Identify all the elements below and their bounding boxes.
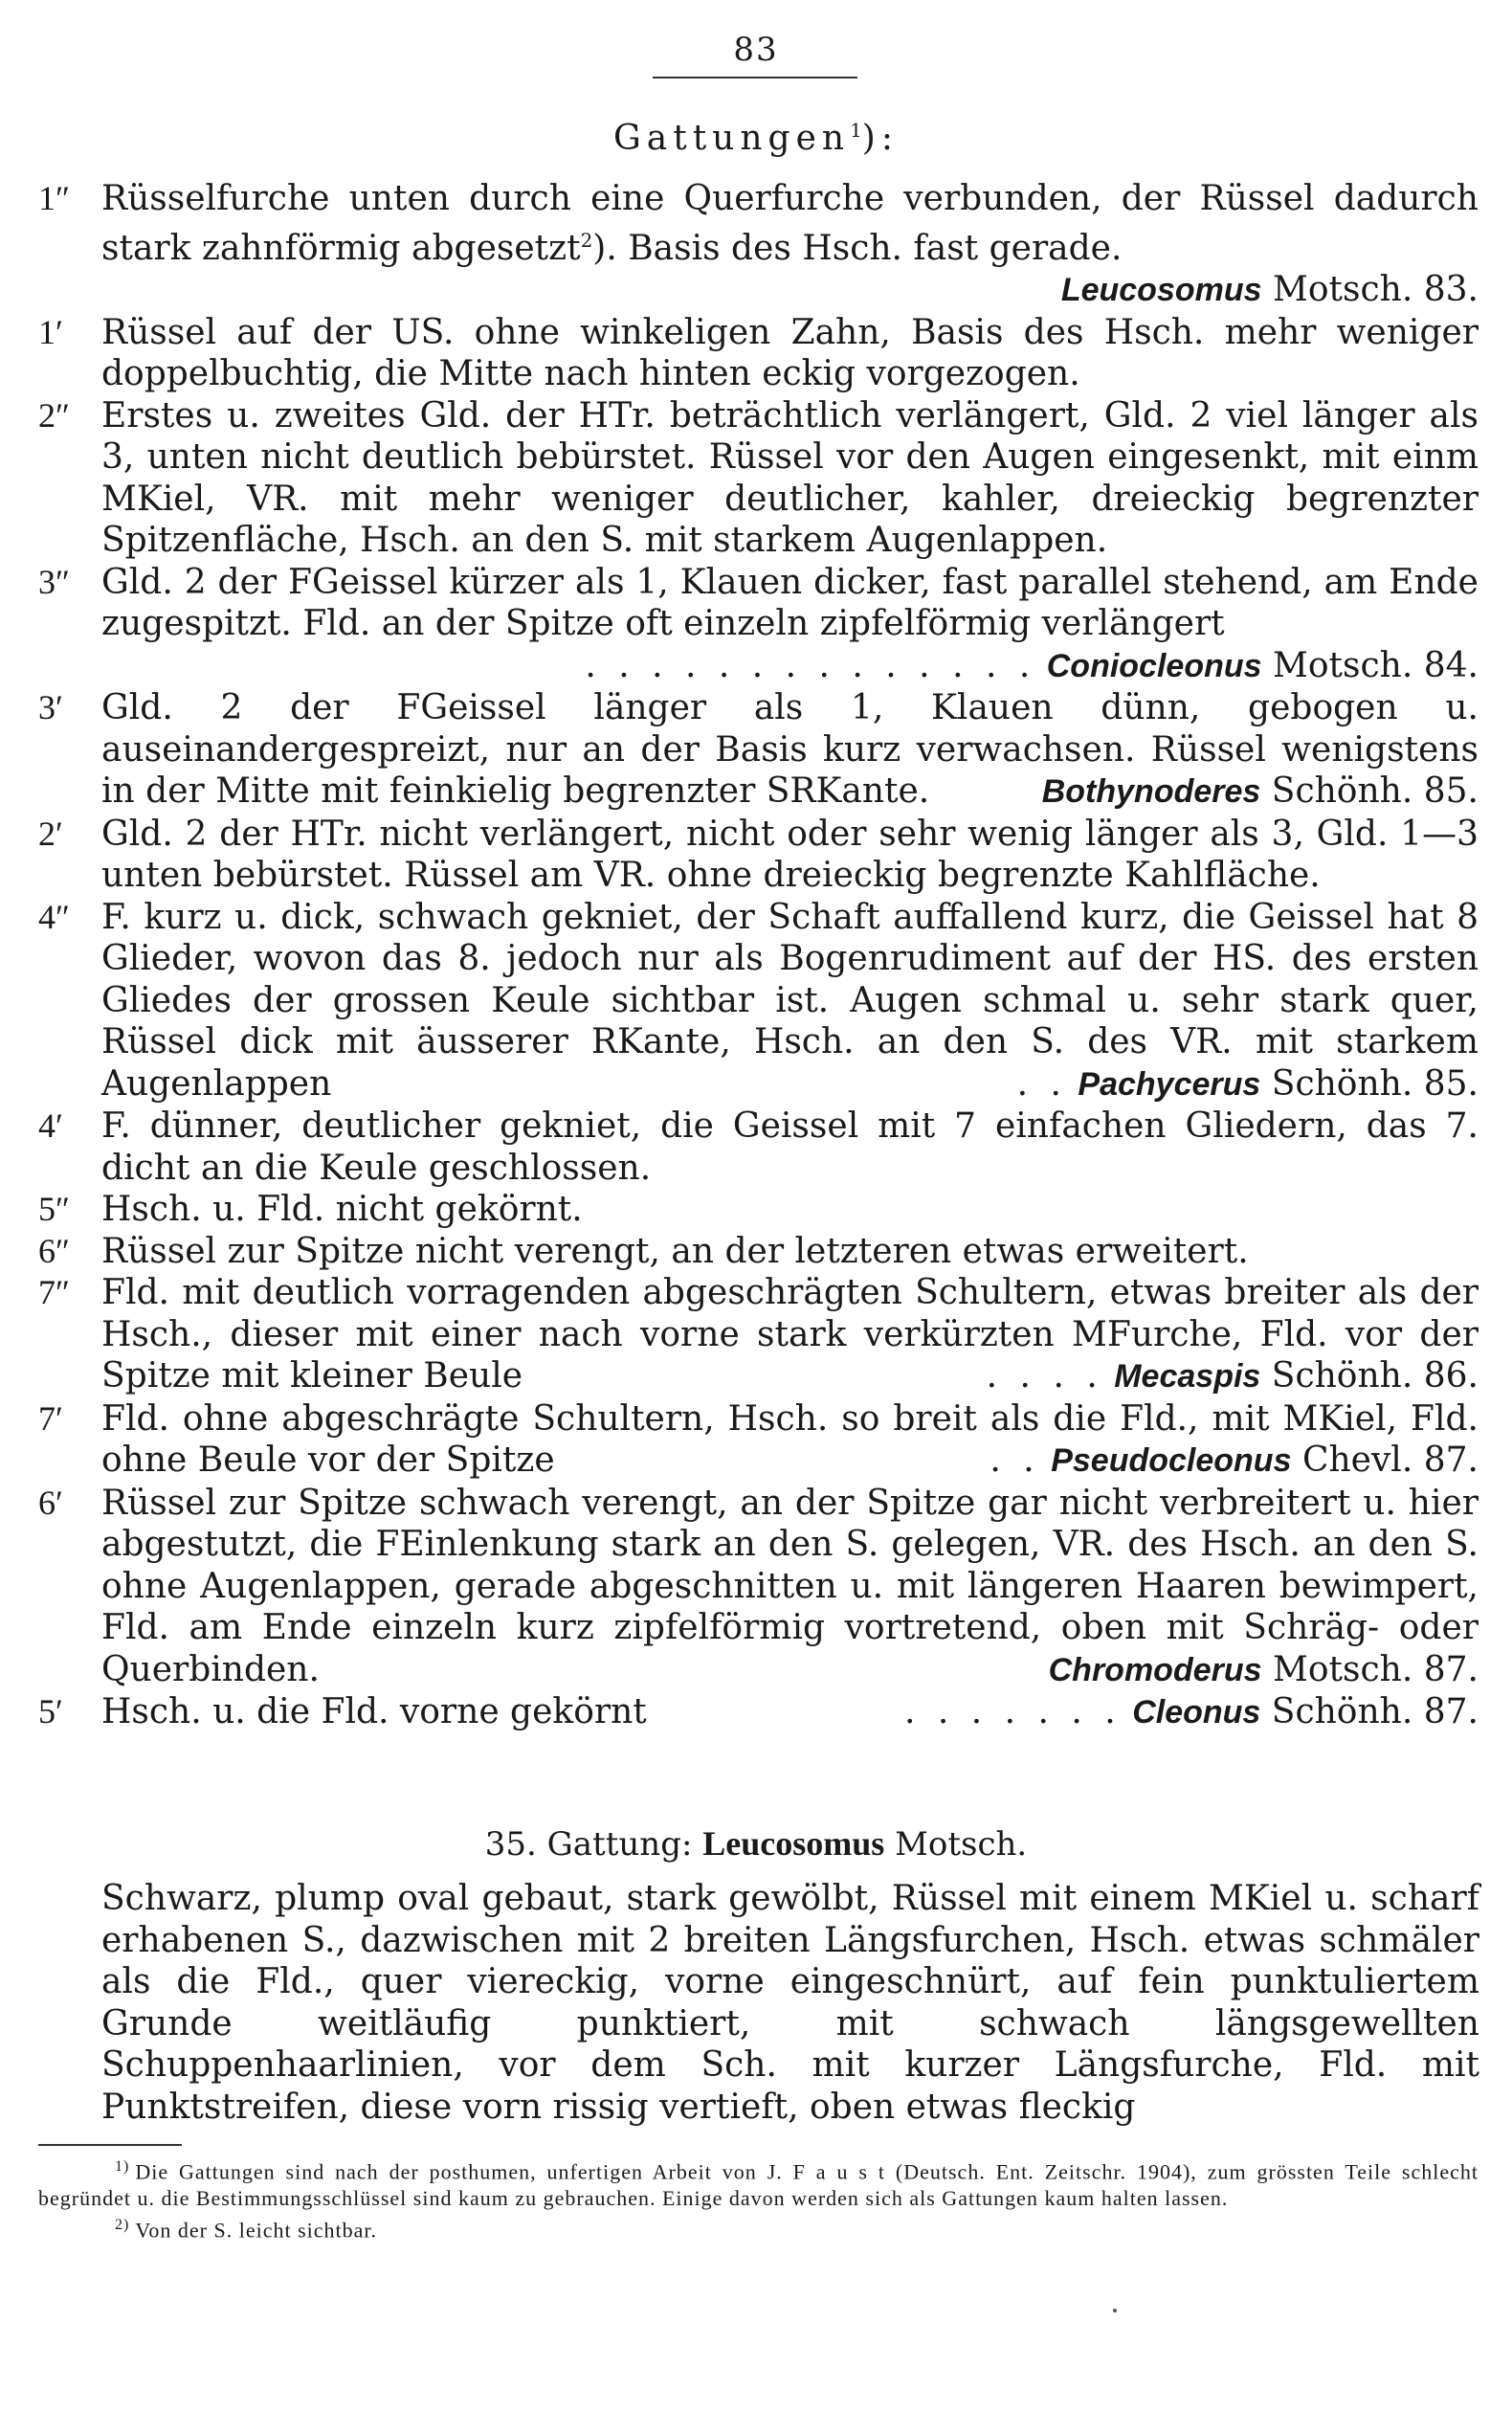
- key-heading: [0, 119, 1512, 158]
- footnote: [38, 2212, 1479, 2244]
- key-entry: [38, 312, 1479, 395]
- key-entry-marker: 3′: [38, 688, 63, 726]
- key-entry-body: [101, 1272, 1479, 1397]
- leader-dots: . .: [1016, 1063, 1067, 1104]
- key-entry-marker: 4′: [38, 1106, 63, 1145]
- key-entry-text: F. dünner, deutlicher gekniet, die Geissel mit 7 einfachen Gliedern, das 7. dicht an die Keule geschlossen.: [101, 1106, 1479, 1188]
- leader-dots: . . . .: [986, 1356, 1103, 1396]
- key-entry-marker: 1′: [38, 312, 63, 351]
- genus-author: Schönh.: [1271, 771, 1413, 811]
- genus-page-ref: 85.: [1423, 1063, 1479, 1104]
- key-entry-body: [101, 1231, 1479, 1273]
- genus-author: Schönh.: [1271, 1356, 1413, 1396]
- key-entry-marker: 5″: [38, 1190, 70, 1228]
- key-entry-text: Rüssel zur Spitze nicht verengt, an der letzteren etwas erweitert.: [101, 1231, 1249, 1271]
- key-entry-body: [101, 1691, 1479, 1733]
- footnote-text: Von der S. leicht sichtbar.: [135, 2218, 377, 2243]
- key-entry-marker: 7′: [38, 1398, 63, 1438]
- genus-author: Chevl.: [1301, 1440, 1413, 1480]
- genus-name: Pseudocleonus: [1051, 1442, 1292, 1479]
- key-entry: [38, 1231, 1479, 1273]
- genus-reference: [1017, 1063, 1479, 1106]
- key-entry-text: Gld. 2 der FGeissel kürzer als 1, Klauen dicker, fast parallel stehend, am Ende zugespitzt. Fld. an der Spitze oft einzeln zipfelförmig verlängert: [101, 562, 1479, 643]
- key-entry-body: [101, 1105, 1479, 1189]
- key-entry-body: [101, 687, 1479, 813]
- genus-name: Coniocleonus: [1046, 647, 1262, 684]
- footnote-mark: 2): [115, 2217, 130, 2234]
- key-entry-body: [101, 562, 1479, 685]
- footnote-rule: [38, 2144, 182, 2146]
- key-entry-marker: 7″: [38, 1273, 70, 1311]
- key-entry-body: [101, 1483, 1479, 1691]
- key-entry-text: Hsch. u. die Fld. vorne gekörnt: [101, 1692, 647, 1731]
- key-entry: [38, 897, 1479, 1106]
- key-entry: [38, 1272, 1479, 1398]
- key-entry-text: Gld. 2 der HTr. nicht verlängert, nicht oder sehr wenig länger als 3, Gld. 1—3 unten bebürstet. Rüssel am VR. ohne dreieckig begrenzte Kahlfläche.: [101, 814, 1479, 895]
- genus-page-ref: 87.: [1423, 1649, 1479, 1689]
- header-rule: [653, 77, 857, 78]
- genus-section-label: Gattung:: [546, 1825, 693, 1864]
- genus-page-ref: 85.: [1423, 771, 1479, 811]
- key-entry-text: Fld. mit deutlich vorragenden abgeschrägten Schultern, etwas breiter als der Hsch., dieser mit einer nach vorne stark verkürzten MFurche, Fld. vor der Spitze mit kleiner Beule: [101, 1273, 1479, 1396]
- genus-page-ref: 86.: [1423, 1356, 1479, 1396]
- key-entry-text: Erstes u. zweites Gld. der HTr. beträchtlich verlängert, Gld. 2 viel länger als 3, unten nicht deutlich bebürstet. Rüssel vor den Augen eingesenkt, mit einm MKiel, VR. mit mehr weniger deutlicher, kahler, dreieckig begrenzter Spitzenfläche, Hsch. an den S. mit starkem Augenlappen.: [101, 395, 1479, 560]
- genus-section-name: Leucosomus: [702, 1824, 885, 1863]
- genus-page-ref: 87.: [1423, 1440, 1479, 1480]
- key-entry-body: [101, 1398, 1479, 1482]
- key-entry: [38, 814, 1479, 897]
- key-entry: [38, 687, 1479, 814]
- genus-reference: [904, 1691, 1479, 1734]
- key-entry-text: Gld. 2 der FGeissel länger als 1, Klauen dünn, gebogen u. auseinandergespreizt, nur an der Basis kurz verwachsen. Rüssel wenigstens in der Mitte mit feinkielig begrenzter SRKante.: [101, 688, 1479, 811]
- genus-name: Leucosomus: [1060, 272, 1262, 308]
- footnotes: [38, 2154, 1479, 2244]
- genus-name: Mecaspis: [1114, 1358, 1261, 1395]
- genus-name: Cleonus: [1132, 1694, 1261, 1731]
- key-entry-text: F. kurz u. dick, schwach gekniet, der Schaft auffallend kurz, die Geissel hat 8 Glieder, wovon das 8. jedoch nur als Bogenrudiment auf der HS. des ersten Gliedes der grossen Keule sichtbar ist. Augen schmal u. sehr stark quer, Rüssel dick mit äusserer RKante, Hsch. an den S. des VR. mit starkem Augenlappen: [101, 897, 1479, 1104]
- key-entry-text-after: ). Basis des Hsch. fast gerade.: [592, 228, 1123, 268]
- genus-page-ref: 84.: [1423, 645, 1479, 685]
- key-entry: [38, 1398, 1479, 1483]
- key-entry-text: Hsch. u. Fld. nicht gekörnt.: [101, 1190, 583, 1229]
- key-entry: [38, 1105, 1479, 1189]
- key-entry: [38, 395, 1479, 562]
- key-entry-text: Fld. ohne abgeschrägte Schultern, Hsch. so breit als die Fld., mit MKiel, Fld. ohne Beule vor der Spitze: [101, 1398, 1479, 1480]
- key-entry-text: Rüssel auf der US. ohne winkeligen Zahn, Basis des Hsch. mehr weniger doppelbuchtig, die Mitte nach hinten eckig vorgezogen.: [101, 312, 1479, 393]
- key-entry-body: [101, 312, 1479, 395]
- genus-reference: [585, 645, 1479, 688]
- key-entry-marker: 1″: [38, 179, 70, 217]
- key-entry-marker: 3″: [38, 562, 70, 601]
- key-entry-body: [101, 178, 1479, 309]
- genus-section-heading: [0, 1823, 1512, 1864]
- genus-name: Chromoderus: [1048, 1651, 1262, 1688]
- heading-footnote-ref: 1: [850, 119, 862, 142]
- leader-dots: . .: [989, 1440, 1040, 1480]
- page-number: 83: [733, 31, 779, 69]
- footnote-text: Die Gattungen sind nach der posthumen, unfertigen Arbeit von J. F a u s t (Deutsch. Ent. Zeitschr. 1904), zum grössten Teile schlecht begründet u. die Bestimmungsschlüssel sind kaum zu gebrauchen. Einige davon werden sich als Gattungen kaum halten lassen.: [38, 2159, 1479, 2211]
- key-heading-text: Gattungen: [613, 119, 851, 158]
- key-entry-text: Rüsselfurche unten durch eine Querfurche verbunden, der Rüssel dadurch stark zahnförmig abgesetzt: [101, 179, 1479, 268]
- key-entry: [38, 1483, 1479, 1692]
- genus-author: Motsch.: [1273, 270, 1413, 309]
- genus-reference: [1061, 269, 1479, 312]
- footnote-ref: 2: [580, 228, 593, 252]
- key-entry: [38, 1189, 1479, 1231]
- genus-name: Pachycerus: [1078, 1065, 1261, 1103]
- key-entry: [38, 562, 1479, 688]
- genus-page-ref: 87.: [1423, 1692, 1479, 1731]
- genus-section-number: 35.: [484, 1825, 537, 1864]
- key-entry-body: [101, 897, 1479, 1105]
- key-entry-marker: 5′: [38, 1692, 63, 1731]
- genus-section-author: Motsch.: [895, 1825, 1028, 1864]
- genus-author: Motsch.: [1273, 1649, 1413, 1689]
- key-entry-marker: 2″: [38, 395, 70, 435]
- key-entry-body: [101, 395, 1479, 562]
- genus-reference: [989, 1440, 1479, 1483]
- key-entry-body: [101, 814, 1479, 897]
- footnote: [38, 2154, 1479, 2212]
- key-entry-marker: 6′: [38, 1483, 63, 1522]
- genus-page-ref: 83.: [1423, 270, 1479, 309]
- key-entry-text: Rüssel zur Spitze schwach verengt, an der Spitze gar nicht verbreitert u. hier abgestutzt, die FEinlenkung stark an den S. gelegen, VR. des Hsch. an den S. ohne Augenlappen, gerade abgeschnitten u. mit längeren Haaren bewimpert, Fld. am Ende einzeln kurz zipfelförmig vortretend, oben mit Schräg- oder Querbinden.: [101, 1483, 1479, 1689]
- genus-reference: [1042, 770, 1479, 814]
- genus-reference: [987, 1355, 1479, 1398]
- genus-description: Schwarz, plump oval gebaut, stark gewölbt, Rüssel mit einem MKiel u. scharf erhabenen S., dazwischen mit 2 breiten Längsfurchen, Hsch. etwas schmäler als die Fld., quer viereckig, vorne eingeschnürt, auf fein punktuliertem Grunde weitläufig punktiert, mit schwach längsgewellten Schuppenhaarlinien, vor dem Sch. mit kurzer Längsfurche, Fld. mit Punktstreifen, diese vorn rissig vertieft, oben etwas fleckig: [101, 1879, 1479, 2127]
- identification-key: [38, 178, 1479, 1734]
- key-entry-marker: 4″: [38, 897, 70, 936]
- footnote-mark: 1): [115, 2158, 130, 2175]
- print-speck: [1113, 2309, 1117, 2312]
- key-entry-marker: 6″: [38, 1231, 70, 1270]
- key-entry-body: [101, 1189, 1479, 1231]
- key-entry: [38, 178, 1479, 312]
- genus-author: Motsch.: [1273, 645, 1413, 685]
- genus-author: Schönh.: [1271, 1063, 1413, 1104]
- leader-dots: . . . . . . .: [903, 1692, 1122, 1731]
- key-entry-marker: 2′: [38, 814, 63, 853]
- key-heading-suffix: ):: [861, 119, 899, 158]
- leader-dots: . . . . . . . . . . . . . .: [585, 645, 1036, 685]
- genus-reference: [1049, 1649, 1479, 1692]
- key-entry: [38, 1691, 1479, 1734]
- genus-author: Schönh.: [1271, 1692, 1413, 1731]
- genus-name: Bothynoderes: [1041, 773, 1261, 810]
